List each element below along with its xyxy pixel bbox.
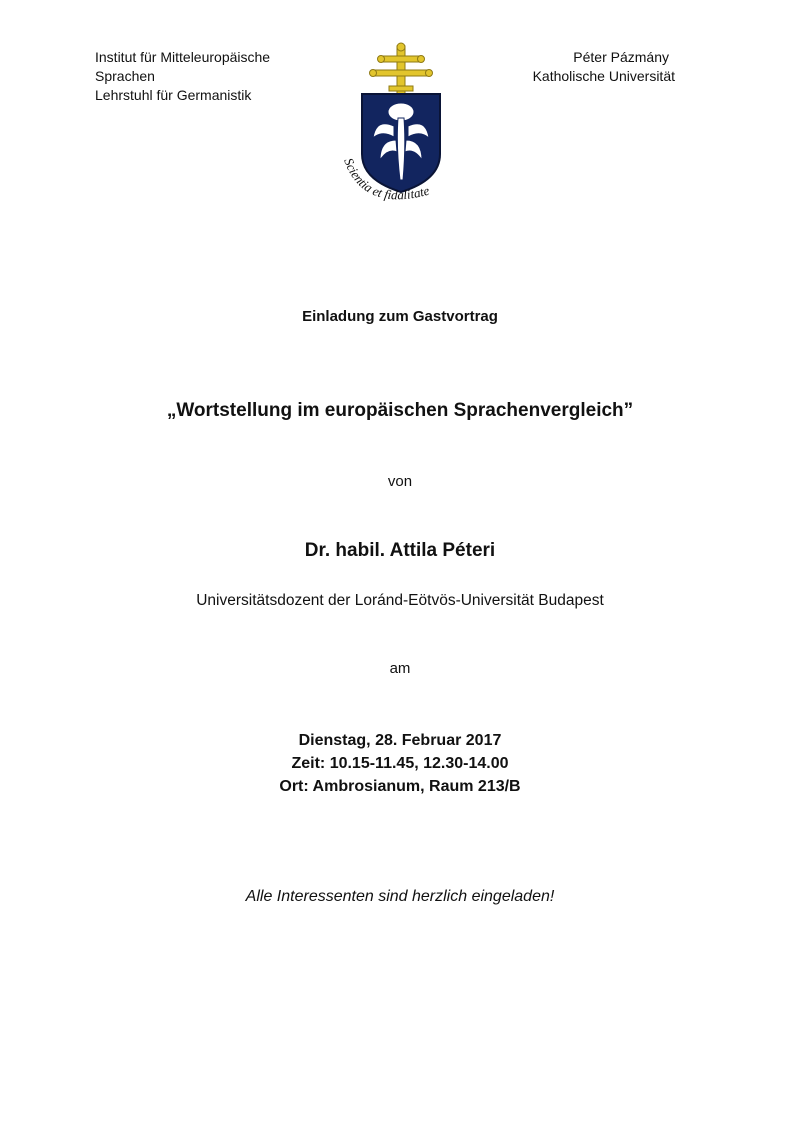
institute-line: Lehrstuhl für Germanistik (95, 87, 252, 103)
closing-line: Alle Interessenten sind herzlich eingeladen! (245, 888, 555, 905)
lecture-title: „Wortstellung im europäischen Sprachenvergleich” (166, 400, 634, 421)
speaker-name: Dr. habil. Attila Péteri (304, 540, 496, 561)
institute-line: Sprachen (95, 68, 155, 84)
by-label: von (387, 473, 413, 490)
institute-block (95, 48, 270, 105)
university-coat-of-arms-icon (336, 42, 466, 227)
event-details (0, 729, 800, 798)
at-label: am (389, 660, 411, 677)
institute-line: Institut für Mitteleuropäische (95, 49, 271, 65)
university-line: Katholische Universität (532, 68, 675, 84)
speaker-position: Universitätsdozent der Loránd-Eötvös-Universität Budapest (196, 592, 604, 609)
university-block (533, 48, 675, 86)
event-time: Zeit: 10.15-11.45, 12.30-14.00 (291, 755, 509, 772)
event-place: Ort: Ambrosianum, Raum 213/B (279, 778, 521, 795)
event-date: Dienstag, 28. Februar 2017 (298, 732, 502, 749)
invitation-heading: Einladung zum Gastvortrag (302, 308, 498, 325)
logo-motto: Scientia et fidalitate (341, 155, 431, 203)
university-line: Péter Pázmány (573, 49, 669, 65)
